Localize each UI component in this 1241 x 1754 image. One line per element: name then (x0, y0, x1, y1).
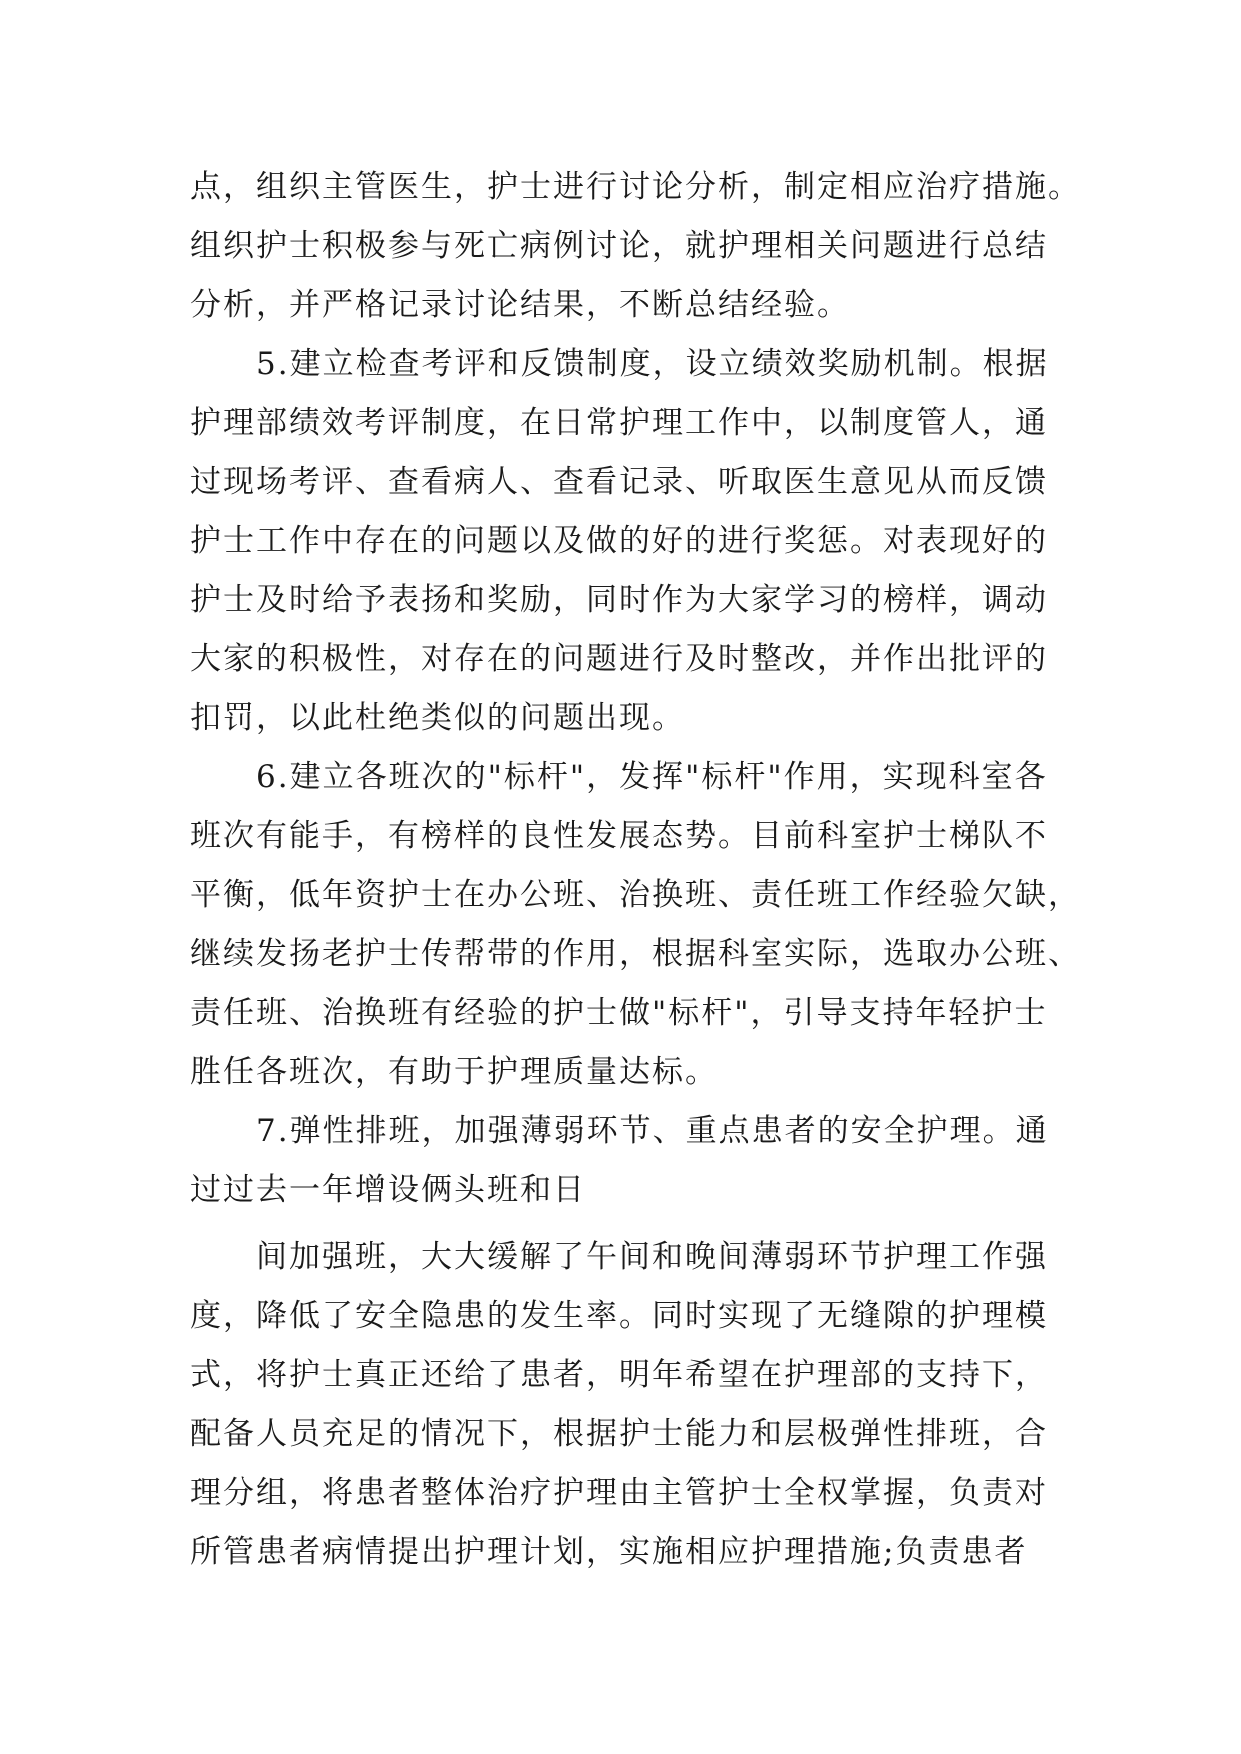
text-line-item-6: 6.建立各班次的"标杆"，发挥"标杆"作用，实现科室各 (256, 759, 1048, 795)
text-line: 继续发扬老护士传帮带的作用，根据科室实际，选取办公班、 (190, 936, 1081, 972)
text-line: 理分组，将患者整体治疗护理由主管护士全权掌握，负责对 (190, 1475, 1048, 1511)
text-line: 所管患者病情提出护理计划，实施相应护理措施;负责患者 (190, 1534, 1028, 1570)
text-line: 护士及时给予表扬和奖励，同时作为大家学习的榜样，调动 (190, 582, 1048, 618)
text-line: 护理部绩效考评制度，在日常护理工作中，以制度管人，通 (190, 405, 1048, 441)
text-line: 分析，并严格记录讨论结果，不断总结经验。 (190, 287, 850, 323)
text-line: 班次有能手，有榜样的良性发展态势。目前科室护士梯队不 (190, 818, 1048, 854)
text-line: 过现场考评、查看病人、查看记录、听取医生意见从而反馈 (190, 464, 1048, 500)
document-body (190, 158, 1081, 1582)
text-line: 胜任各班次，有助于护理质量达标。 (190, 1054, 718, 1090)
text-line: 责任班、治换班有经验的护士做"标杆"，引导支持年轻护士 (190, 995, 1048, 1031)
text-line: 度，降低了安全隐患的发生率。同时实现了无缝隙的护理模 (190, 1298, 1048, 1334)
text-line: 大家的积极性，对存在的问题进行及时整改，并作出批评的 (190, 641, 1048, 677)
text-line: 扣罚，以此杜绝类似的问题出现。 (190, 700, 685, 736)
text-line: 护士工作中存在的问题以及做的好的进行奖惩。对表现好的 (190, 523, 1048, 559)
text-line-item-5: 5.建立检查考评和反馈制度，设立绩效奖励机制。根据 (256, 346, 1049, 382)
text-line: 组织护士积极参与死亡病例讨论，就护理相关问题进行总结 (190, 228, 1048, 264)
text-line: 平衡，低年资护士在办公班、治换班、责任班工作经验欠缺， (190, 877, 1081, 913)
text-line: 配备人员充足的情况下，根据护士能力和层极弹性排班，合 (190, 1416, 1048, 1452)
text-line: 间加强班，大大缓解了午间和晚间薄弱环节护理工作强 (256, 1239, 1048, 1275)
text-line-item-7: 7.弹性排班，加强薄弱环节、重点患者的安全护理。通 (256, 1113, 1049, 1149)
text-line: 式，将护士真正还给了患者，明年希望在护理部的支持下， (190, 1357, 1048, 1393)
paragraph-gap (190, 1220, 1050, 1228)
text-line: 过过去一年增设俩头班和日 (190, 1172, 586, 1208)
text-line: 点，组织主管医生，护士进行讨论分析，制定相应治疗措施。 (190, 169, 1081, 205)
